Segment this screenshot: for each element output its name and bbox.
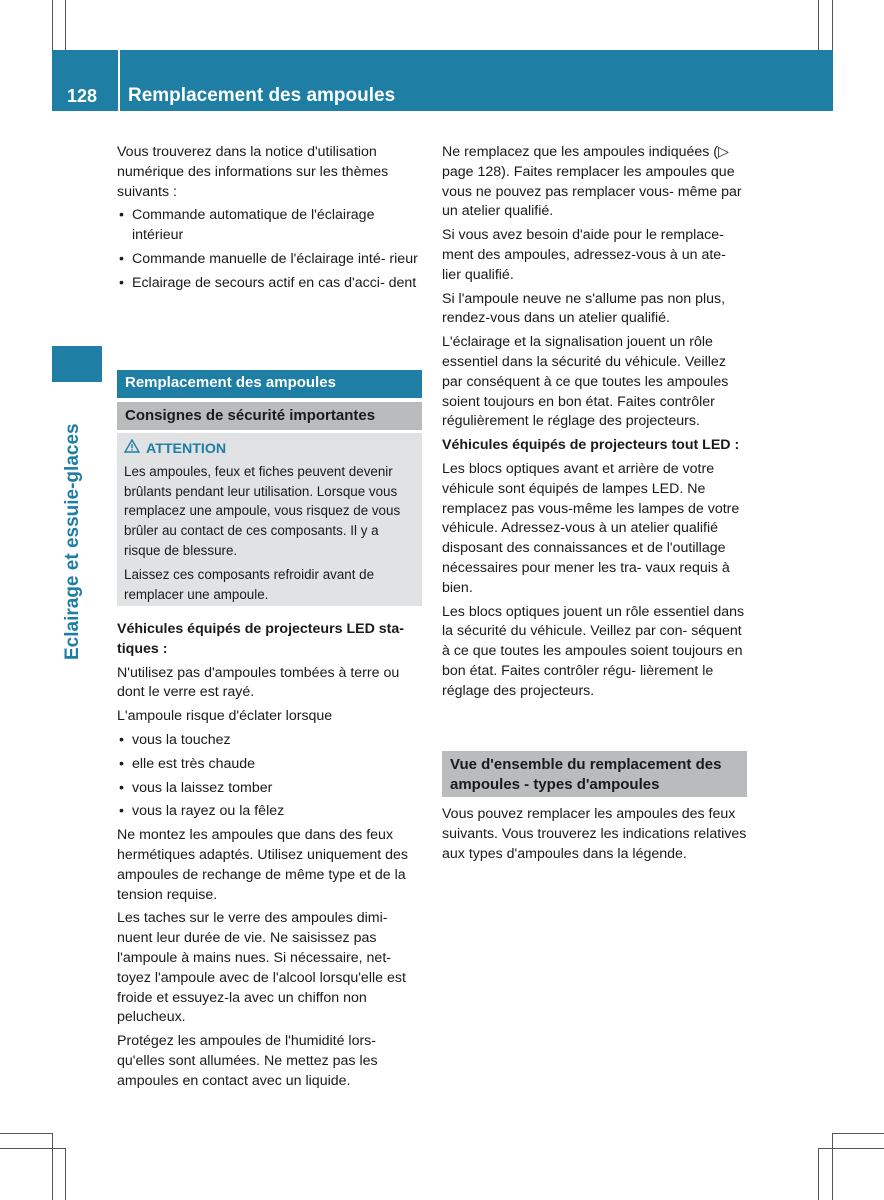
list-item: • elle est très chaude bbox=[117, 755, 422, 775]
subsection-title: Consignes de sécurité importantes bbox=[117, 402, 422, 430]
static-led-heading: Véhicules équipés de projecteurs LED sta- tiques : bbox=[117, 621, 404, 657]
warning-heading-text: ATTENTION bbox=[146, 441, 227, 457]
side-tab-marker bbox=[52, 346, 102, 382]
crop-mark bbox=[832, 0, 833, 50]
body-paragraph: Vous pouvez remplacer les ampoules des feux suivants. Vous trouverez les indications relatives aux types d'ampoules dans la légende. bbox=[442, 806, 747, 862]
page-title: Remplacement des ampoules bbox=[128, 85, 396, 106]
intro-paragraph: Vous trouverez dans la notice d'utilisation numérique des informations sur les thèmes suivants : bbox=[117, 144, 389, 200]
crop-mark bbox=[65, 0, 66, 50]
body-paragraph: Les blocs optiques jouent un rôle essentiel dans la sécurité du véhicule. Veillez par con- séquent à ce que toutes les ampoules soient toujours en bon état. Faites contrôler régu- lièrement le réglage des projecteurs. bbox=[442, 603, 745, 699]
warning-box bbox=[117, 433, 422, 606]
list-item: • Eclairage de secours actif en cas d'acci- dent bbox=[117, 274, 422, 294]
body-paragraph: Les blocs optiques avant et arrière de votre véhicule sont équipés de lampes LED. Ne remplacez pas vous-même les lampes de votre véhicule. Adressez-vous à un atelier qualifié disposant des connaissances et de l'outillage nécessaires pour mener les tra- vaux requis à bien. bbox=[442, 460, 740, 596]
list-item: • Commande automatique de l'éclairage intérieur bbox=[117, 206, 422, 246]
list-item: • vous la laissez tomber bbox=[117, 779, 422, 799]
crop-mark bbox=[818, 1148, 884, 1149]
crop-mark bbox=[52, 1133, 53, 1200]
full-led-heading: Véhicules équipés de projecteurs tout LED : bbox=[442, 437, 740, 454]
body-paragraph: Ne montez les ampoules que dans des feux hermétiques adaptés. Utilisez uniquement des ampoules de rechange de même type et de la tension requise. bbox=[117, 827, 409, 903]
overview-subsection-title: Vue d'ensemble du remplacement des ampoules - types d'ampoules bbox=[442, 751, 747, 797]
crop-mark bbox=[0, 1148, 66, 1149]
body-paragraph: L'ampoule risque d'éclater lorsque bbox=[117, 708, 333, 725]
crop-mark bbox=[818, 1148, 819, 1200]
warning-paragraph: Laissez ces composants refroidir avant de remplacer une ampoule. bbox=[124, 566, 375, 602]
warning-triangle-icon bbox=[124, 439, 140, 460]
overview-body bbox=[442, 805, 747, 868]
left-column-body bbox=[117, 620, 422, 1096]
crop-mark bbox=[818, 0, 819, 50]
body-paragraph: Ne remplacez que les ampoules indiquées (▷ page 128). Faites remplacer les ampoules que vous ne pouvez pas remplacer vous- même par un atelier qualifié. bbox=[442, 144, 742, 220]
body-paragraph: L'éclairage et la signalisation jouent un rôle essentiel dans la sécurité du véhicule. Veillez par conséquent à ce que toutes les ampoules soient toujours en bon état. Faites contrôler régulièrement le réglage des projecteurs. bbox=[442, 334, 729, 430]
warning-paragraph: Les ampoules, feux et fiches peuvent devenir brûlants pendant leur utilisation. Lorsque vous remplacez une ampoule, vous risquez de vous brûler au contact de ces composants. Il y a risque de blessure. bbox=[124, 463, 401, 558]
crop-mark bbox=[52, 0, 53, 50]
crop-mark bbox=[832, 1133, 884, 1134]
header-divider bbox=[118, 50, 120, 111]
body-paragraph: Protégez les ampoules de l'humidité lors- qu'elles sont allumées. Ne mettez pas les ampoules en contact avec un liquide. bbox=[117, 1033, 378, 1089]
list-item: • vous la rayez ou la fêlez bbox=[117, 802, 422, 822]
risk-list bbox=[117, 731, 422, 822]
chapter-side-label-text: Eclairage et essuie-glaces bbox=[62, 423, 83, 660]
body-paragraph: Si vous avez besoin d'aide pour le remplace- ment des ampoules, adressez-vous à un ate- lier qualifié. bbox=[442, 227, 726, 283]
page-number: 128 bbox=[66, 86, 98, 106]
body-paragraph: Les taches sur le verre des ampoules dimi- nuent leur durée de vie. Ne saisissez pas l'ampoule à mains nues. Si nécessaire, net- toyez l'ampoule avec de l'alcool lorsqu'elle est froide et essuyez-la avec un chiffon non pelucheux. bbox=[117, 910, 406, 1026]
right-column bbox=[442, 143, 747, 706]
crop-mark bbox=[65, 1148, 66, 1200]
topic-list bbox=[117, 206, 422, 293]
crop-mark bbox=[832, 1133, 833, 1200]
list-item: • vous la touchez bbox=[117, 731, 422, 751]
section-title: Remplacement des ampoules bbox=[117, 370, 422, 398]
body-paragraph: Si l'ampoule neuve ne s'allume pas non plus, rendez-vous dans un atelier qualifié. bbox=[442, 290, 726, 327]
body-paragraph: N'utilisez pas d'ampoules tombées à terre ou dont le verre est rayé. bbox=[117, 664, 400, 701]
list-item: • Commande manuelle de l'éclairage inté- rieur bbox=[117, 250, 422, 270]
left-column-intro bbox=[117, 143, 422, 298]
warning-heading bbox=[124, 439, 415, 460]
crop-mark bbox=[0, 1133, 52, 1134]
